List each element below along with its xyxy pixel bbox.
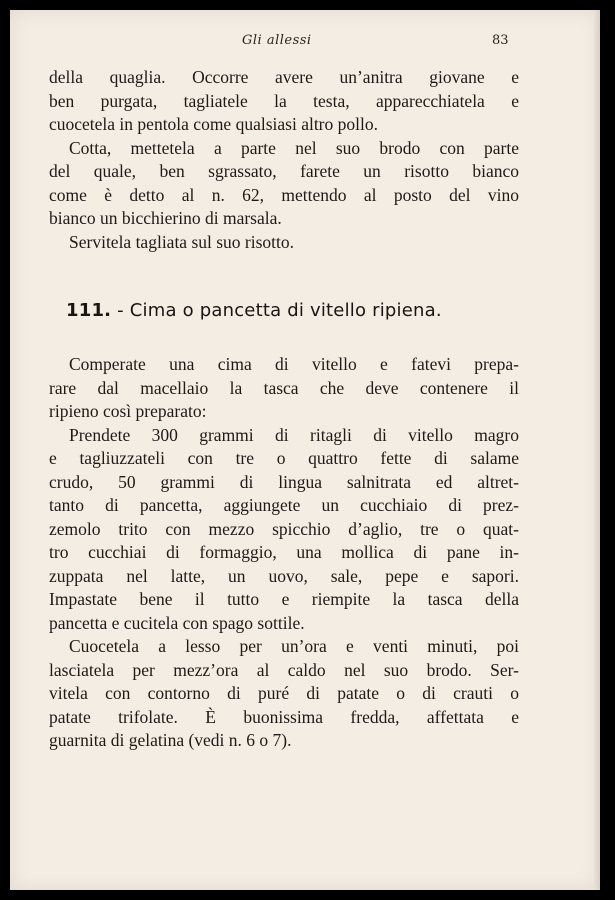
text-line: guarnita di gelatina (vedi n. 6 o 7). (49, 730, 292, 750)
text-line: tanto di pancetta, aggiungete un cucchiaio di prez- (49, 495, 519, 515)
text-line: Impastate bene il tutto e riempite la tasca della (49, 589, 519, 609)
section-title: - Cima o pancetta di vitello ripiena. (117, 300, 442, 321)
text-line: ripieno così preparato: (49, 401, 207, 421)
text-line: cuocetela in pentola come qualsiasi altro pollo. (49, 114, 378, 134)
text-line: ben purgata, tagliatele la testa, apparecchiatela e (49, 90, 519, 111)
text-line: e tagliuzzateli con tre o quattro fette di salame (49, 448, 519, 468)
paragraph (49, 231, 519, 255)
text-line: bianco un bicchierino di marsala. (49, 208, 282, 228)
running-title: Gli allessi (242, 33, 312, 48)
section-number: 111. (66, 300, 112, 321)
recipe-paragraph (49, 353, 519, 424)
section-heading (66, 300, 442, 321)
paragraph-continuation (49, 66, 519, 137)
text-line: zuppata nel latte, un uovo, sale, pepe e sapori. (49, 565, 519, 586)
text-line: rare dal macellaio la tasca che deve contenere il (49, 377, 519, 398)
running-head (10, 33, 600, 53)
text-line: lasciatela per mezz’ora al caldo nel suo brodo. Ser- (49, 659, 519, 680)
recipe-paragraph (49, 424, 519, 636)
page-number: 83 (492, 33, 509, 48)
text-line: della quaglia. Occorre avere un’anitra giovane e (49, 67, 519, 87)
text-line: come è detto al n. 62, mettendo al posto del vino (49, 184, 519, 205)
text-line: crudo, 50 grammi di lingua salnitrata ed altret- (49, 471, 519, 492)
text-line: pancetta e cucitela con spago sottile. (49, 612, 305, 633)
text-line: patate trifolate. È buonissima fredda, affettata e (49, 706, 519, 727)
text-line: Comperate una cima di vitello e fatevi prepa- (69, 354, 519, 374)
recipe-paragraph (49, 635, 519, 753)
text-line: Cotta, mettetela a parte nel suo brodo con parte (69, 137, 519, 158)
paragraph (49, 137, 519, 231)
book-page (10, 10, 600, 890)
text-line: del quale, ben sgrassato, farete un risotto bianco (49, 161, 519, 181)
page-edge (594, 10, 600, 890)
text-line: zemolo trito con mezzo spicchio d’aglio, tre o quat- (49, 518, 519, 539)
text-line: Prendete 300 grammi di ritagli di vitello magro (69, 424, 519, 445)
text-line: Cuocetela a lesso per un’ora e venti minuti, poi (69, 636, 519, 656)
text-line: Servitela tagliata sul suo risotto. (69, 231, 295, 252)
text-line: vitela con contorno di puré di patate o di crauti o (49, 683, 519, 703)
text-line: tro cucchiai di formaggio, una mollica di pane in- (49, 542, 519, 562)
